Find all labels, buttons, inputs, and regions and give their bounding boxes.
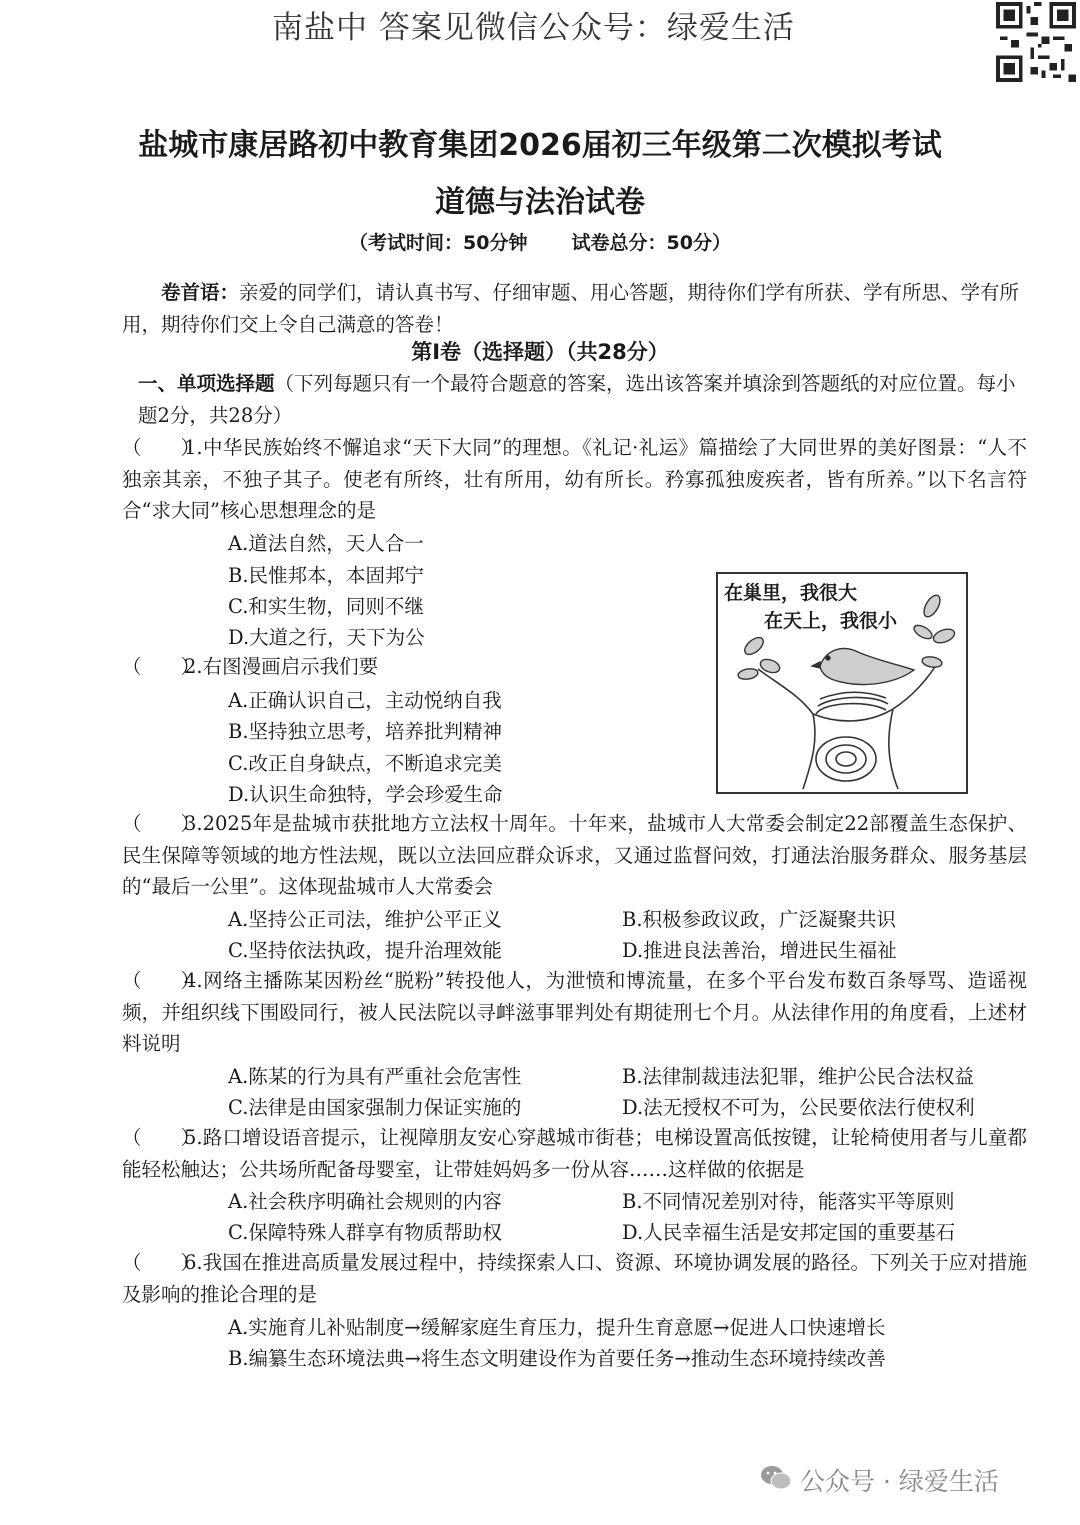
- section-instructions: （下列每题只有一个最符合题意的答案，选出该答案并填涂到答题纸的对应位置。每小题2分，共28分）: [138, 372, 1016, 427]
- watermark-text: 公众号 · 绿爱生活: [800, 1467, 999, 1496]
- option-5d: D.人民幸福生活是安邦定国的重要基石: [622, 1221, 956, 1244]
- exam-title: 盐城市康居路初中教育集团2026届初三年级第二次模拟考试: [138, 128, 942, 163]
- intro-text: 亲爱的同学们，请认真书写、仔细审题、用心答题，期待你们学有所获、学有所思、学有所用，期待你们交上令自己满意的答卷！: [122, 281, 1020, 336]
- question-stem: 4.网络主播陈某因粉丝“脱粉”转投他人，为泄愤和博流量，在多个平台发布数百条辱骂、造谣视频，并组织线下围殴同行，被人民法院以寻衅滋事罪判处有期徒刑七个月。从法律作用的角度看，上述材料说明: [122, 969, 1027, 1055]
- option-4a: A.陈某的行为具有严重社会危害性: [228, 1065, 522, 1088]
- option-3c: C.坚持依法执政，提升治理效能: [228, 939, 502, 962]
- cartoon-caption-2: 在天上，我很小: [764, 610, 898, 632]
- intro-label: 卷首语：: [161, 281, 240, 304]
- exam-meta: [0, 228, 1080, 255]
- subject-title: 道德与法治试卷: [435, 185, 645, 220]
- question-stem: 5.路口增设语音提示，让视障朋友安心穿越城市街巷；电梯设置高低按键，让轮椅使用者与儿童都能轻松触达；公共场所配备母婴室，让带娃妈妈多一份从容……这样做的依据是: [122, 1126, 1027, 1181]
- part-title: 第Ⅰ卷（选择题）（共28分）: [411, 340, 669, 364]
- question-3: [122, 808, 1027, 903]
- option-3d: D.推进良法善治，增进民生福祉: [622, 939, 897, 962]
- answer-blank: （ ）: [122, 655, 201, 678]
- option-5a: A.社会秩序明确社会规则的内容: [228, 1190, 502, 1213]
- option-4d: D.法无授权不可为，公民要依法行使权利: [622, 1096, 975, 1119]
- option-4b: B.法律制裁违法犯罪，维护公民合法权益: [622, 1065, 975, 1088]
- qr-code: [996, 2, 1076, 82]
- total-score: 试卷总分：50分）: [571, 232, 731, 254]
- option-2a: A.正确认识自己，主动悦纳自我: [228, 689, 502, 712]
- answer-blank: （ ）: [122, 969, 201, 992]
- cartoon-illustration: [716, 572, 968, 794]
- question-6: [122, 1247, 1027, 1310]
- wechat-icon: [760, 1465, 792, 1491]
- answer-blank: （ ）: [122, 436, 201, 459]
- bird-nest-tree-drawing: [718, 574, 966, 792]
- option-1a: A.道法自然，天人合一: [228, 532, 424, 555]
- question-1: [122, 432, 1027, 527]
- question-stem: 3.2025年是盐城市获批地方立法权十周年。十年来，盐城市人大常委会制定22部覆盖生态保护、民生保障等领域的地方性法规，既以立法回应群众诉求，又通过监督问效，打通法治服务群众、服务基层的“最后一公里”。这体现盐城市人大常委会: [122, 812, 1027, 898]
- option-1b: B.民惟邦本，本固邦宁: [228, 564, 425, 587]
- answer-blank: （ ）: [122, 812, 201, 835]
- question-stem: 6.我国在推进高质量发展过程中，持续探索人口、资源、环境协调发展的路径。下列关于应对措施及影响的推论合理的是: [122, 1251, 1027, 1306]
- question-5: [122, 1122, 1027, 1185]
- option-2d: D.认识生命独特，学会珍爱生命: [228, 783, 503, 806]
- option-2b: B.坚持独立思考，培养批判精神: [228, 720, 503, 743]
- question-4: [122, 965, 1027, 1060]
- option-1d: D.大道之行，天下为公: [228, 626, 425, 649]
- section-header: [138, 368, 1028, 431]
- option-4c: C.法律是由国家强制力保证实施的: [228, 1096, 522, 1119]
- answer-blank: （ ）: [122, 1251, 201, 1274]
- option-6a: A.实施育儿补贴制度→缓解家庭生育压力，提升生育意愿→促进人口快速增长: [228, 1316, 886, 1339]
- exam-time: （考试时间：50分钟: [349, 232, 528, 254]
- question-stem: 2.右图漫画启示我们要: [184, 655, 379, 678]
- option-2c: C.改正自身缺点，不断追求完美: [228, 752, 502, 775]
- option-3b: B.积极参政议政，广泛凝聚共识: [622, 908, 897, 931]
- question-stem: 1.中华民族始终不懈追求“天下大同”的理想。《礼记·礼运》篇描绘了大同世界的美好图景：“人不独亲其亲，不独子其子。使老有所终，壮有所用，幼有所长。矜寡孤独废疾者，皆有所养。”以下名言符合“求大同”核心思想理念的是: [122, 436, 1027, 522]
- option-3a: A.坚持公正司法，维护公平正义: [228, 908, 502, 931]
- cartoon-caption-1: 在巢里，我很大: [724, 582, 858, 604]
- option-6b: B.编纂生态环境法典→将生态文明建设作为首要任务→推动生态环境持续改善: [228, 1347, 886, 1370]
- option-5c: C.保障特殊人群享有物质帮助权: [228, 1221, 502, 1244]
- option-1c: C.和实生物，同则不继: [228, 595, 424, 618]
- section-label: 一、单项选择题: [138, 372, 275, 395]
- option-5b: B.不同情况差别对待，能落实平等原则: [622, 1190, 955, 1213]
- intro-paragraph: [122, 277, 1027, 340]
- answer-blank: （ ）: [122, 1126, 201, 1149]
- header-banner: 南盐中 答案见微信公众号：绿爱生活: [272, 10, 795, 46]
